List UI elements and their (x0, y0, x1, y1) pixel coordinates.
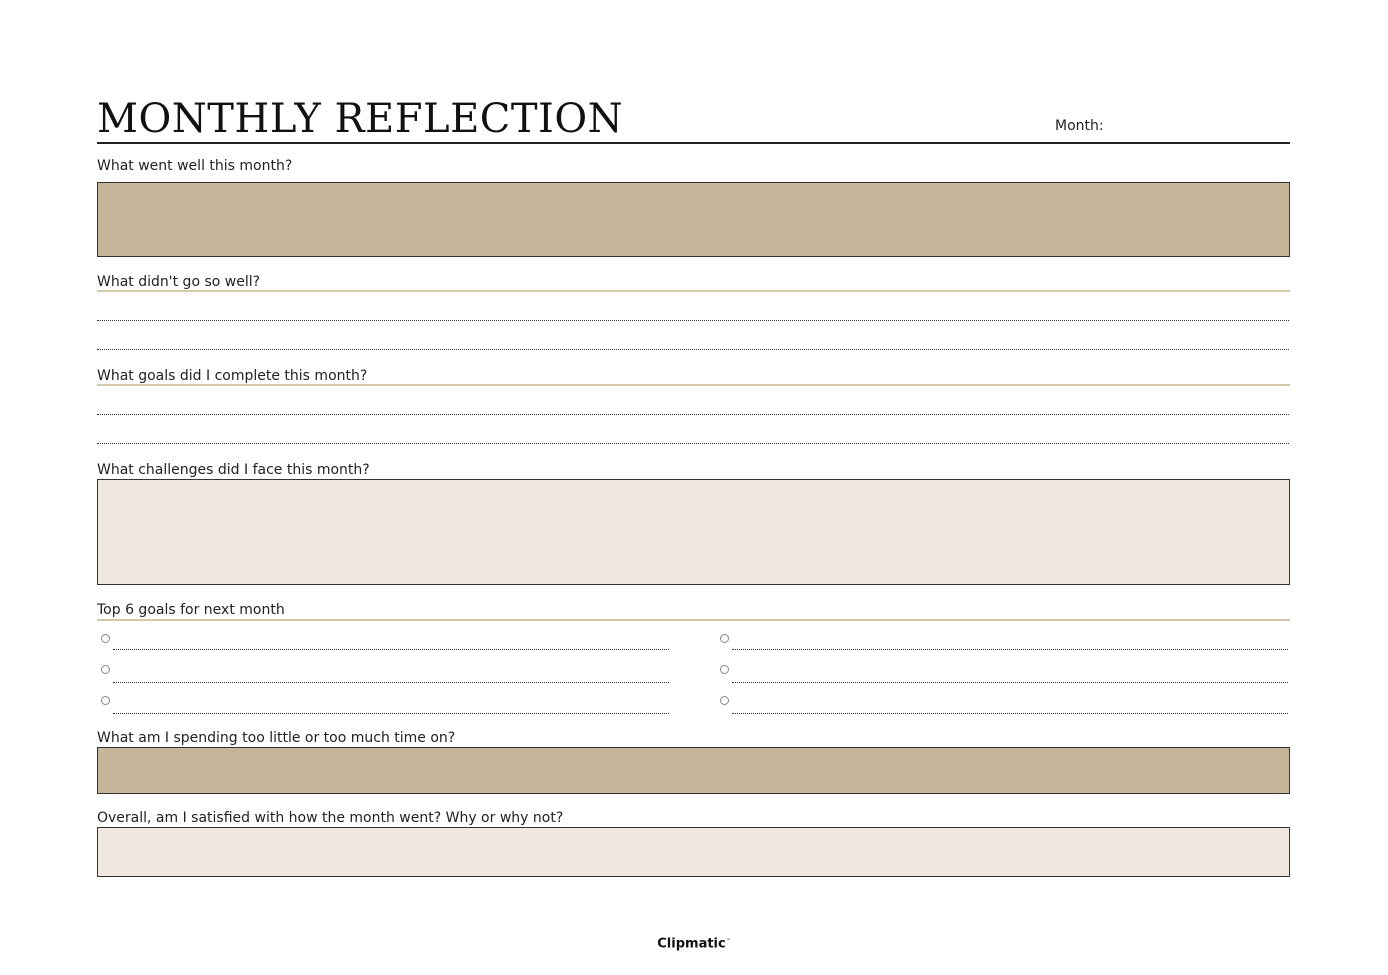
question-top-goals-label: Top 6 goals for next month (97, 602, 285, 618)
header-divider (97, 142, 1290, 144)
challenges-answer-box[interactable] (97, 479, 1290, 585)
goal-line[interactable] (732, 649, 1288, 650)
goal-checkbox[interactable] (720, 665, 729, 674)
question-satisfied-label: Overall, am I satisfied with how the month went? Why or why not? (97, 810, 564, 826)
goal-checkbox[interactable] (101, 634, 110, 643)
logo-text: Clipmatic (657, 936, 726, 952)
page-title: MONTHLY REFLECTION (97, 96, 624, 142)
section-divider (97, 619, 1290, 621)
answer-line[interactable] (97, 349, 1289, 350)
question-went-well-label: What went well this month? (97, 158, 293, 174)
goal-line[interactable] (113, 649, 669, 650)
time-spent-answer-box[interactable] (97, 747, 1290, 794)
clipmatic-logo (0, 933, 1388, 952)
answer-line[interactable] (97, 443, 1289, 444)
goal-checkbox[interactable] (101, 665, 110, 674)
goal-line[interactable] (732, 713, 1288, 714)
goal-checkbox[interactable] (720, 696, 729, 705)
question-time-spent-label: What am I spending too little or too much time on? (97, 730, 456, 746)
goal-checkbox[interactable] (101, 696, 110, 705)
goal-line[interactable] (732, 682, 1288, 683)
answer-line[interactable] (97, 320, 1289, 321)
goal-line[interactable] (113, 713, 669, 714)
answer-line[interactable] (97, 414, 1289, 415)
section-divider (97, 384, 1290, 386)
satisfied-answer-box[interactable] (97, 827, 1290, 877)
went-well-answer-box[interactable] (97, 182, 1290, 257)
goal-line[interactable] (113, 682, 669, 683)
question-didnt-go-well-label: What didn't go so well? (97, 274, 261, 290)
question-challenges-label: What challenges did I face this month? (97, 462, 370, 478)
month-label: Month: (1055, 118, 1104, 134)
section-divider (97, 290, 1290, 292)
question-goals-completed-label: What goals did I complete this month? (97, 368, 368, 384)
trademark-mark: ™ (725, 938, 731, 944)
goal-checkbox[interactable] (720, 634, 729, 643)
